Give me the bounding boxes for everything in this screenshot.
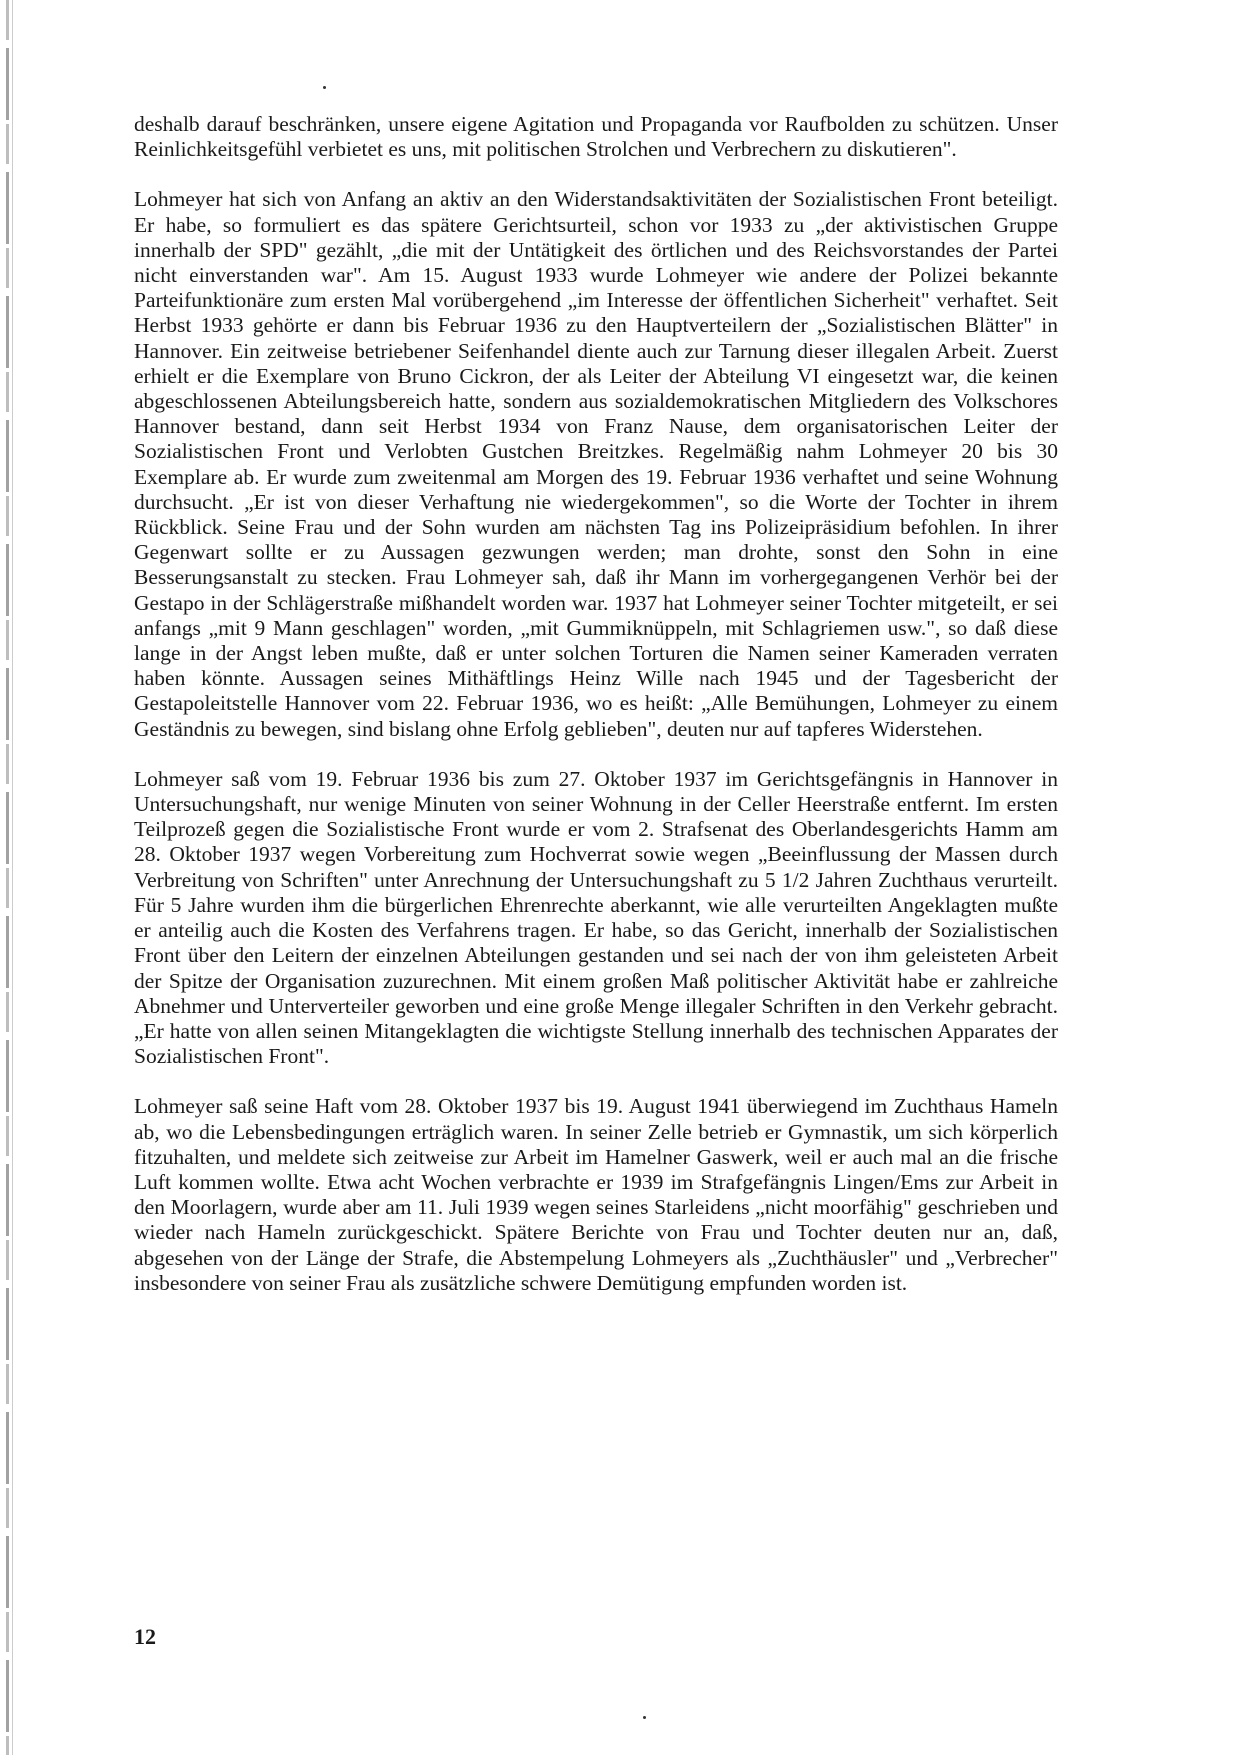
paragraph-1: deshalb darauf beschränken, unsere eigene Agitation und Propaganda vor Raufbolden zu schützen. Unser Reinlichkeitsgefühl verbietet es uns, mit politischen Strolchen und Verbrechern zu diskutieren". [134,112,1058,162]
page-number: 12 [134,1624,156,1649]
page-body [134,112,1058,1296]
paragraph-3: Lohmeyer saß vom 19. Februar 1936 bis zum 27. Oktober 1937 im Gerichtsgefängnis in Hannover in Untersuchungshaft, nur wenige Minuten von seiner Wohnung in der Celler Heerstraße entfernt. Im ersten Teilprozeß gegen die Sozialistische Front wurde er vom 2. Strafsenat des Oberlandesgerichts Hamm am 28. Oktober 1937 wegen Vorbereitung zum Hochverrat sowie wegen „Beeinflussung der Massen durch Verbreitung von Schriften" unter Anrechnung der Untersuchungshaft zu 5 1/2 Jahren Zuchthaus verurteilt. Für 5 Jahre wurden ihm die bürgerlichen Ehrenrechte aberkannt, wie alle verurteilten Angeklagten mußte er anteilig auch die Kosten des Verfahrens tragen. Er habe, so das Gericht, innerhalb der Sozialistischen Front über den Leitern der einzelnen Abteilungen gestanden und sei nach der von ihm geleisteten Arbeit der Spitze der Organisation zuzurechnen. Mit einem großen Maß politischer Aktivität habe er zahlreiche Abnehmer und Unterverteiler geworben und eine große Menge illegaler Schriften in den Verkehr gebracht. „Er hatte von allen seinen Mitangeklagten die wichtigste Stellung innerhalb des technischen Apparates der Sozialistischen Front". [134,766,1058,1069]
scan-edge-shadow [6,0,9,1755]
scan-edge-line [12,0,13,1755]
scan-speck-bottom [643,1716,646,1719]
paragraph-2: Lohmeyer hat sich von Anfang an aktiv an den Widerstandsaktivitäten der Sozialistischen Front beteiligt. Er habe, so formuliert es das spätere Gerichtsurteil, schon vor 1933 zu „der aktivistischen Gruppe innerhalb der SPD" gezählt, „die mit der Untätigkeit des örtlichen und des Reichsvorstandes der Partei nicht einverstanden war". Am 15. August 1933 wurde Lohmeyer wie andere der Polizei bekannte Parteifunktionäre zum ersten Mal vorübergehend „im Interesse der öffentlichen Sicherheit" verhaftet. Seit Herbst 1933 gehörte er dann bis Februar 1936 zu den Hauptverteilern der „Sozialistischen Blätter" in Hannover. Ein zeitweise betriebener Seifenhandel diente auch zur Tarnung dieser illegalen Arbeit. Zuerst erhielt er die Exemplare von Bruno Cickron, der als Leiter der Abteilung VI eingesetzt war, die keinen abgeschlossenen Abteilungsbereich hatte, sondern aus sozialdemokratischen Mitgliedern des Volkschores Hannover bestand, dann seit Herbst 1934 von Franz Nause, dem organisatorischen Leiter der Sozialistischen Front und Verlobten Gustchen Breitzkes. Regelmäßig nahm Lohmeyer 20 bis 30 Exemplare ab. Er wurde zum zweitenmal am Morgen des 19. Februar 1936 verhaftet und seine Wohnung durchsucht. „Er ist von dieser Verhaftung nie wiedergekommen", so die Worte der Tochter in ihrem Rückblick. Seine Frau und der Sohn wurden am nächsten Tag ins Polizeipräsidium befohlen. In ihrer Gegenwart sollte er zu Aussagen gezwungen werden; man drohte, sonst den Sohn in eine Besserungsanstalt zu stecken. Frau Lohmeyer sah, daß ihr Mann im vorhergegangenen Verhör bei der Gestapo in der Schlägerstraße mißhandelt worden war. 1937 hat Lohmeyer seiner Tochter mitgeteilt, er sei anfangs „mit 9 Mann geschlagen" worden, „mit Gummiknüppeln, mit Schlagriemen usw.", so daß diese lange in der Angst leben mußte, daß er unter solchen Torturen die Namen seiner Kameraden verraten haben könnte. Aussagen seines Mithäftlings Heinz Wille nach 1945 und der Tagesbericht der Gestapoleitstelle Hannover vom 22. Februar 1936, wo es heißt: „Alle Bemühungen, Lohmeyer zu einem Geständnis zu bewegen, sind bislang ohne Erfolg geblieben", deuten nur auf tapferes Widerstehen. [134,187,1058,741]
paragraph-4: Lohmeyer saß seine Haft vom 28. Oktober 1937 bis 19. August 1941 überwiegend im Zuchthaus Hameln ab, wo die Lebensbedingungen erträglich waren. In seiner Zelle betrieb er Gymnastik, um sich körperlich fitzuhalten, und meldete sich zeitweise zur Arbeit im Hamelner Gaswerk, weil er auch mal an die frische Luft kommen wollte. Etwa acht Wochen verbrachte er 1939 im Strafgefängnis Lingen/Ems zur Arbeit in den Moorlagern, wurde aber am 11. Juli 1939 wegen seines Starleidens „nicht moorfähig" geschrieben und wieder nach Hameln zurückgeschickt. Spätere Berichte von Frau und Tochter deuten nur an, daß, abgesehen von der Länge der Strafe, die Abstempelung Lohmeyers als „Zuchthäusler" und „Verbrecher" insbesondere von seiner Frau als zusätzliche schwere Demütigung empfunden worden ist. [134,1094,1058,1295]
scan-speck-top [323,86,326,89]
